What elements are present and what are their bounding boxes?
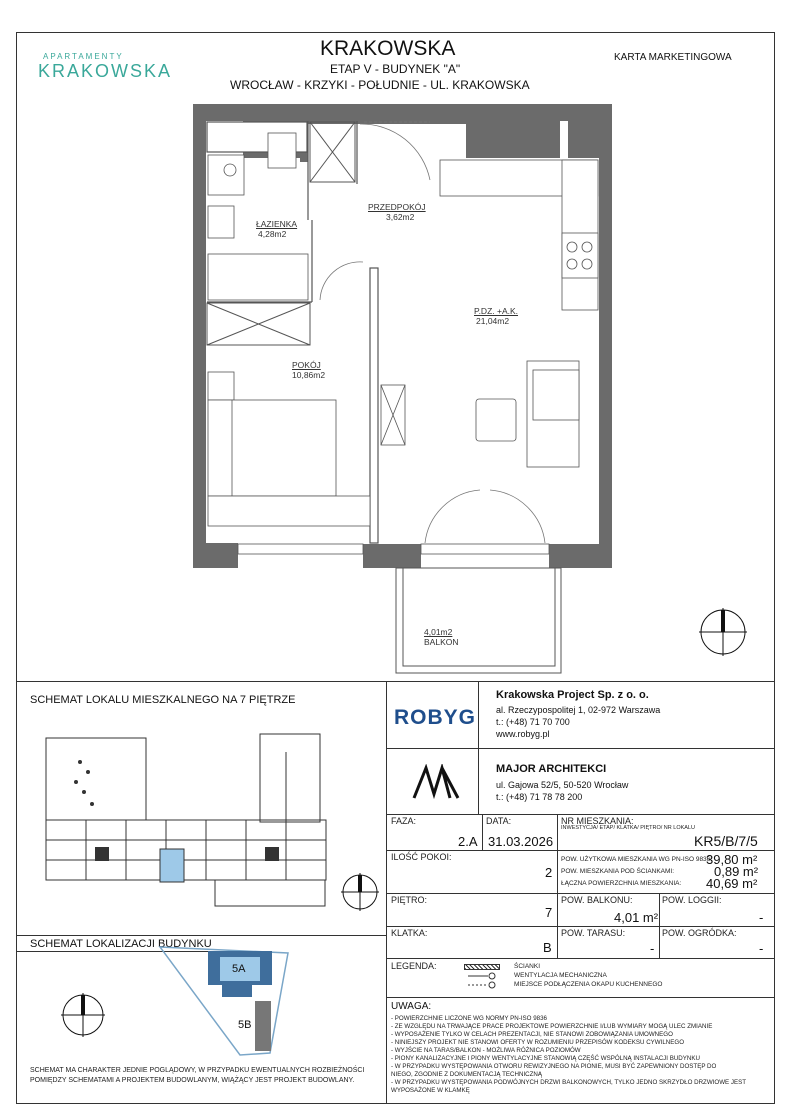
rooms-count-label: ILOŚĆ POKOI:	[391, 852, 452, 862]
brand-logo-small: APARTAMENTY	[43, 52, 124, 61]
page-subtitle: ETAP V - BUDYNEK "A"	[330, 62, 461, 76]
north-compass-icon	[698, 607, 748, 657]
page-subtitle-location: WROCŁAW - KRZYKI - POŁUDNIE - UL. KRAKOWSKA	[230, 78, 530, 92]
usable-area-label: POW. UŻYTKOWA MIESZKANIA WG PN-ISO 9836:	[561, 856, 713, 863]
room-label-hallway: PRZEDPOKÓJ 3,62m2	[368, 202, 426, 222]
hood-connection-icon	[468, 981, 498, 989]
legend-item-walls: ŚCIANKI	[514, 963, 541, 970]
room-label-balcony: 4,01m2 BALKON	[424, 627, 459, 647]
legend-wall-swatch	[464, 964, 500, 970]
divider	[386, 893, 775, 894]
terrace-area-label: POW. TARASU:	[561, 928, 626, 938]
loggia-area-value: -	[759, 910, 764, 925]
balcony-area-value: 4,01 m²	[614, 910, 659, 925]
notes-label: UWAGA:	[391, 1001, 432, 1012]
divider	[386, 814, 775, 815]
notes-list	[391, 1015, 771, 1095]
developer-web: www.robyg.pl	[496, 729, 550, 739]
divider	[386, 926, 775, 927]
disclaimer-line-2: POMIĘDZY SCHEMATAMI A PROJEKTEM BUDOWLANYM, WIĄŻĄCY JEST PROJEKT BUDOWLANY.	[30, 1077, 355, 1084]
note-item: - W PRZYPADKU WYSTĘPOWANIA PODWÓJNYCH DRZWI BALKONOWYCH, TYLKO JEDNO SKRZYDŁO DRZWIOWE JEST	[391, 1079, 747, 1086]
building-label-5a: 5A	[232, 963, 246, 975]
data-value: 31.03.2026	[488, 834, 554, 849]
card-type: KARTA MARKETINGOWA	[614, 52, 732, 63]
divider	[386, 997, 775, 998]
note-item: - PIONY KANALIZACYJNE I PIONY WENTYLACYJNE STANOWIĄ CZĘŚĆ WSPÓLNĄ INSTALACJI BUDYNKU	[391, 1055, 700, 1062]
legend-item-hood: MIEJSCE PODŁĄCZENIA OKAPU KUCHENNEGO	[514, 981, 663, 988]
under-walls-area-label: POW. MIESZKANIA POD ŚCIANKAMI:	[561, 868, 675, 875]
architect-name: MAJOR ARCHITEKCI	[496, 763, 607, 775]
location-scheme-title: SCHEMAT LOKALIZACJI BUDYNKU	[30, 938, 212, 950]
architect-logo-icon	[412, 764, 462, 800]
room-label-bathroom: ŁAZIENKA 4,28m2	[256, 219, 298, 239]
divider	[386, 958, 775, 959]
location-scheme-diagram	[150, 945, 290, 1060]
note-item: - POWIERZCHNIE LICZONE WG NORMY PN-ISO 9836	[391, 1015, 547, 1022]
total-area-label: ŁĄCZNA POWIERZCHNIA MIESZKANIA:	[561, 880, 682, 887]
note-item: NIEGO, ZGODNIE Z DOKUMENTACJĄ TECHNICZNĄ	[391, 1071, 543, 1078]
apartment-number-value: KR5/B/7/5	[694, 833, 758, 849]
divider	[557, 850, 558, 958]
data-label: DATA:	[486, 816, 512, 826]
divider	[386, 748, 775, 749]
divider	[482, 814, 483, 850]
legend-item-ventilation: WENTYLACJA MECHANICZNA	[514, 972, 607, 979]
terrace-area-value: -	[650, 941, 655, 956]
note-item: - NINIEJSZY PROJEKT NIE STANOWI OFERTY W ROZUMIENIU PRZEPISÓW KODEKSU CYWILNEGO	[391, 1039, 685, 1046]
disclaimer-line-1: SCHEMAT MA CHARAKTER JEDNIE POGLĄDOWY, W PRZYPADKU EWENTUALNYCH ROZBIEŻNOŚCI	[30, 1067, 365, 1074]
floor-label: PIĘTRO:	[391, 895, 428, 905]
apartment-number-sublabel: INWESTYCJA/ ETAP/ KLATKA/ PIĘTRO/ NR LOKALU	[561, 825, 695, 831]
floor-scheme-title: SCHEMAT LOKALU MIESZKALNEGO NA 7 PIĘTRZE	[30, 694, 296, 706]
developer-address: al. Rzeczypospolitej 1, 02-972 Warszawa	[496, 705, 661, 715]
divider	[16, 681, 775, 682]
note-item: - WYPOSAŻENIE TYLKO W CELACH PREZENTACJI, NIE STANOWI ZOBOWIĄZANIA UMOWNEGO	[391, 1031, 673, 1038]
room-label-living-kitchen: P.DZ. +A.K. 21,04m2	[474, 306, 519, 326]
total-area-value: 40,69 m²	[706, 876, 758, 891]
divider	[16, 935, 386, 936]
page-title: KRAKOWSKA	[320, 37, 456, 60]
divider	[659, 893, 660, 958]
under-walls-area-value: 0,89 m²	[714, 864, 759, 879]
staircase-value: B	[543, 940, 552, 955]
apartment-number-label: NR MIESZKANIA:	[561, 816, 634, 826]
divider	[557, 814, 558, 850]
faza-value: 2.A	[458, 834, 478, 849]
building-label-5b: 5B	[238, 1019, 252, 1031]
brand-logo: KRAKOWSKA	[38, 61, 173, 81]
divider	[478, 681, 479, 814]
note-item: WYPOSAŻONE W KLAMKĘ	[391, 1087, 470, 1094]
floor-scheme-compass-icon	[340, 872, 380, 912]
garden-area-label: POW. OGRÓDKA:	[662, 928, 737, 938]
garden-area-value: -	[759, 941, 764, 956]
developer-name: Krakowska Project Sp. z o. o.	[496, 689, 649, 701]
floor-value: 7	[545, 905, 553, 920]
note-item: - ZE WZGLĘDU NA TRWAJĄCE PRACE PROJEKTOWE POWIERZCHNIE I/LUB WYMIARY MOGĄ ULEC ZMIANIE	[391, 1023, 713, 1030]
architect-address: ul. Gajowa 52/5, 50-520 Wrocław	[496, 780, 629, 790]
floor-scheme-diagram	[40, 732, 330, 912]
developer-phone: t.: (+48) 71 70 700	[496, 717, 570, 727]
balcony-area-label: POW. BALKONU:	[561, 895, 633, 905]
loggia-area-label: POW. LOGGII:	[662, 895, 722, 905]
staircase-label: KLATKA:	[391, 928, 428, 938]
room-label-bedroom: POKÓJ 10,86m2	[292, 360, 326, 380]
location-compass-icon	[60, 992, 106, 1038]
ventilation-icon	[468, 972, 498, 980]
rooms-count-value: 2	[545, 865, 553, 880]
note-item: - W PRZYPADKU WYSTĘPOWANIA OTWORU REWIZYJNEGO NA PIONIE, MUSI BYĆ ZAPEWNIONY DOSTĘP DO	[391, 1063, 717, 1070]
developer-logo: ROBYG	[394, 706, 477, 729]
legend-label: LEGENDA:	[391, 961, 437, 971]
architect-phone: t.: (+48) 71 78 78 200	[496, 792, 583, 802]
apartment-floor-plan	[180, 100, 630, 685]
faza-label: FAZA:	[391, 816, 417, 826]
usable-area-value: 39,80 m²	[706, 852, 758, 867]
note-item: - WYJŚCIE NA TARAS/BALKON - MOŻLIWA RÓŻNICA POZIOMÓW	[391, 1047, 581, 1054]
divider	[386, 850, 775, 851]
